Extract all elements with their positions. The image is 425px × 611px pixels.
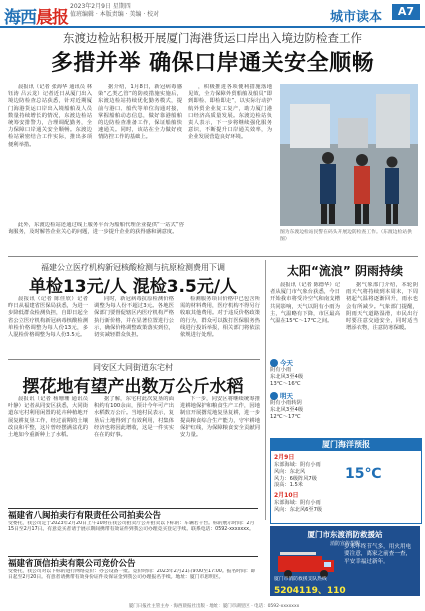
page-number: A7 [392, 4, 420, 20]
forecast-today: 今天 阴有小雨 东北风3至4级 13℃～16℃ [270, 359, 304, 387]
lead-column-3: ，积极推进各项便利措施落地见效，全力保障外贸船舶及船员“即到即检、即检即走”，以实际行动护航外贸企业复工复产，助力厦门港口经济高质量发展。东渡边检站负责人表示，下一步将继续强化服务意识，不断提升口岸通关效率，为企业发展营造良好环境。 [188, 84, 272, 141]
middle-column-3: 检测服务项目价格中已包含所需的材料费用，医疗机构不得另行收取其他费用。对于违反价格政策的行为，群众可以拨打医保服务热线进行投诉举报，相关部门将依法依规进行处理。 [180, 296, 260, 339]
editor-line: 值班编辑 · 本版责编 · 美编 · 校对 [70, 11, 160, 18]
third-column-1: 晨报讯（记者 杨珊珊 通讯员 叶静）记者从同安区获悉，大同街道东宅村利用闲置的花卉种植地开展复耕复垦工作，经过前期的土壤改良和平整，这片曾经摆满盆花的土地如今重新种上了水稻。 [8, 396, 88, 439]
third-column-3: 下一步，同安区将继续统筹推进耕地保护和粮食生产工作，因地制宜开展撂荒地复垦复耕，进一步提高粮食综合生产能力，守牢耕地保护红线，为保障粮食安全贡献同安力量。 [180, 396, 260, 439]
page-footer: 厦门日报社主管主办 · 海西晨报社出版 · 地址：厦门市湖里区 · 电话：0592-xxxxxxx [128, 604, 300, 609]
middle-column-2: 同时，新冠病毒抗原检测价格调整为每人份不超过3元。各地医保部门要督促辖区内医疗机构严格执行新价格，并在显著位置进行公示，确保价格调整政策落实到位，切实减轻群众负担。 [94, 296, 174, 339]
middle-subheadline: 福建公立医疗机构新冠核酸检测与抗原检测费用下调 [41, 263, 225, 272]
marine-forecast-box: 厦门海洋预报 2月9日 东部海域：阴有小雨 风向：东北风 风力：6级阵风7级 浪高：1.5米 2月10日 东部海域：阴有小雨 风向：东北风6至7级 [270, 438, 422, 524]
ad-title: 福建省顶信拍卖有限公司竞价公告 [8, 559, 136, 569]
lead-subheadline: 东渡边检站积极开展厦门海港货运口岸出入境边防检查工作 [63, 31, 362, 45]
weather-column-1: 晨报讯（记者 陈德华）记者从厦门市气象台获悉，今日开始我市将受冷空气和南支槽共同影响，天气以阴有小雨为主，气温略有下降，市区最高气温在15℃～17℃之间。 [270, 282, 340, 325]
photo-caption: 图为东渡边检站民警在码头开展边防检查工作。（东渡边检站供图） [280, 230, 412, 242]
column-divider [265, 260, 266, 520]
newspaper-logo: 海西晨报 [4, 8, 68, 28]
third-subheadline: 同安区大同街道东宅村 [93, 363, 173, 372]
photo-illustration [280, 84, 418, 226]
lead-column-1: 晨报讯（记者 张海华 通讯员 林钰涛 吕云龙）记者近日从厦门出入境边防检查总站获悉，针对近期厦门海港货运口岸出入境船舶及人员数量持续增长的情况，东渡边检站统筹安排警力，合理调配勤务，全力保障口岸通关安全顺畅。东渡边检站紧密结合工作实际，推出多项便利举措。 [8, 84, 92, 148]
cloud-icon [270, 392, 278, 400]
auction-notice-1 [8, 508, 258, 553]
weather-column-2: 据气象部门介绍，本轮阴雨天气将持续到本周末，下周初起气温将逐渐回升，雨水也会有所减少。气象部门提醒，阴雨天气道路湿滑，市民出行时要注意交通安全，同时适当增添衣物，注意防寒保暖。 [346, 282, 418, 332]
third-column-2: 据了解，东宅村此次复垦的面积约有100余亩，预计今年可产出水稻数万公斤。当地村民表示，复垦后土地得到了有效利用，村集体经济也将因此增收，这是一件实实在在的好事。 [94, 396, 174, 439]
middle-column-1: 晨报讯（记者 陈佳欣）记者昨日从福建省医保局获悉，为进一步降低群众检测负担，自即日起全省公立医疗机构新冠病毒核酸检测单检价格调整为每人份13元，多人混检价格调整为每人份3.5元。 [8, 296, 88, 339]
weather-headline: 太阳“流浪” 阴雨持续 [287, 264, 403, 278]
ad-title: 福建省八闽拍卖行有限责任公司拍卖公告 [8, 511, 162, 521]
section-name: 城市读本 [330, 10, 383, 25]
third-headline: 摆花地有望产出数万公斤水稻 [22, 377, 244, 397]
fire-ad-title: 厦门市东渡消防救援站 [307, 530, 383, 539]
forecast-date: 2月10日 [274, 492, 299, 500]
temperature-readout: 15℃ [345, 466, 382, 482]
forecast-tomorrow: 明天 阴有小雨转阴 东北风3至4级 12℃～17℃ [270, 392, 304, 420]
forecast-date: 2月9日 [274, 454, 295, 461]
middle-headline: 单检13元/人 混检3.5元/人 [28, 277, 238, 297]
section-divider [8, 256, 418, 257]
cloud-icon [270, 359, 278, 367]
hotline-number: 5204119、110 [274, 586, 346, 596]
lead-column-2: 据介绍，1月8日，新冠病毒感染“乙类乙管”的防疫措施实施后，东渡边检站持续优化勤务模式，提前与港口、船代等单位沟通对接，掌握船舶动态信息，做好靠港船舶的边防检查准备工作，保证船舶快速通关。同时，该站在全力做好疫情防控工作的基础上。 [98, 84, 182, 141]
lead-column-4: 此外，东渡边检站还通过线上服务平台为船舶代理企业提供“一站式”咨询服务，及时解答企业关心的问题，进一步提升企业的获得感和满意度。 [8, 222, 184, 236]
auction-notice-2 [8, 556, 258, 603]
weather-forecast [270, 358, 420, 424]
fire-ad-subtitle: 消防宣传提醒 [329, 541, 360, 547]
ad-body: 受委托，我公司对以下标的进行网络竞价：办公设备一批。竞价时间：2023年2月21日9:00至17:00。报名时间：即日起至2月20日。有意者请携带有效身份证件及保证金到我公司办理报名手续。地址：厦门市思明区。 [8, 569, 256, 581]
section-divider [8, 359, 260, 360]
issue-date: 2023年2月9日 星期四 [70, 3, 131, 10]
marine-forecast-title: 厦门海洋预报 [271, 439, 421, 451]
masthead-info [70, 3, 159, 19]
ad-body: 受委托，我公司定于2023年2月20日上午10时在我公司拍卖厅公开拍卖以下标的：车辆若干台。标的展示时间：2月15日至2月17日。有意竞买者请于展示期间携带有效证件到我公司办理竞买登记手续。联系电话：0592-xxxxxxx。 [8, 521, 255, 533]
fire-ad-poem: 岁末年终节气多，用火用电要注意，离家之前查一查，平安幸福过新年。 [344, 544, 412, 565]
hotline-label: 厦门市消防救援支队热线 [274, 577, 327, 582]
lead-photo [280, 84, 418, 226]
lead-headline: 多措并举 确保口岸通关安全顺畅 [50, 51, 375, 76]
